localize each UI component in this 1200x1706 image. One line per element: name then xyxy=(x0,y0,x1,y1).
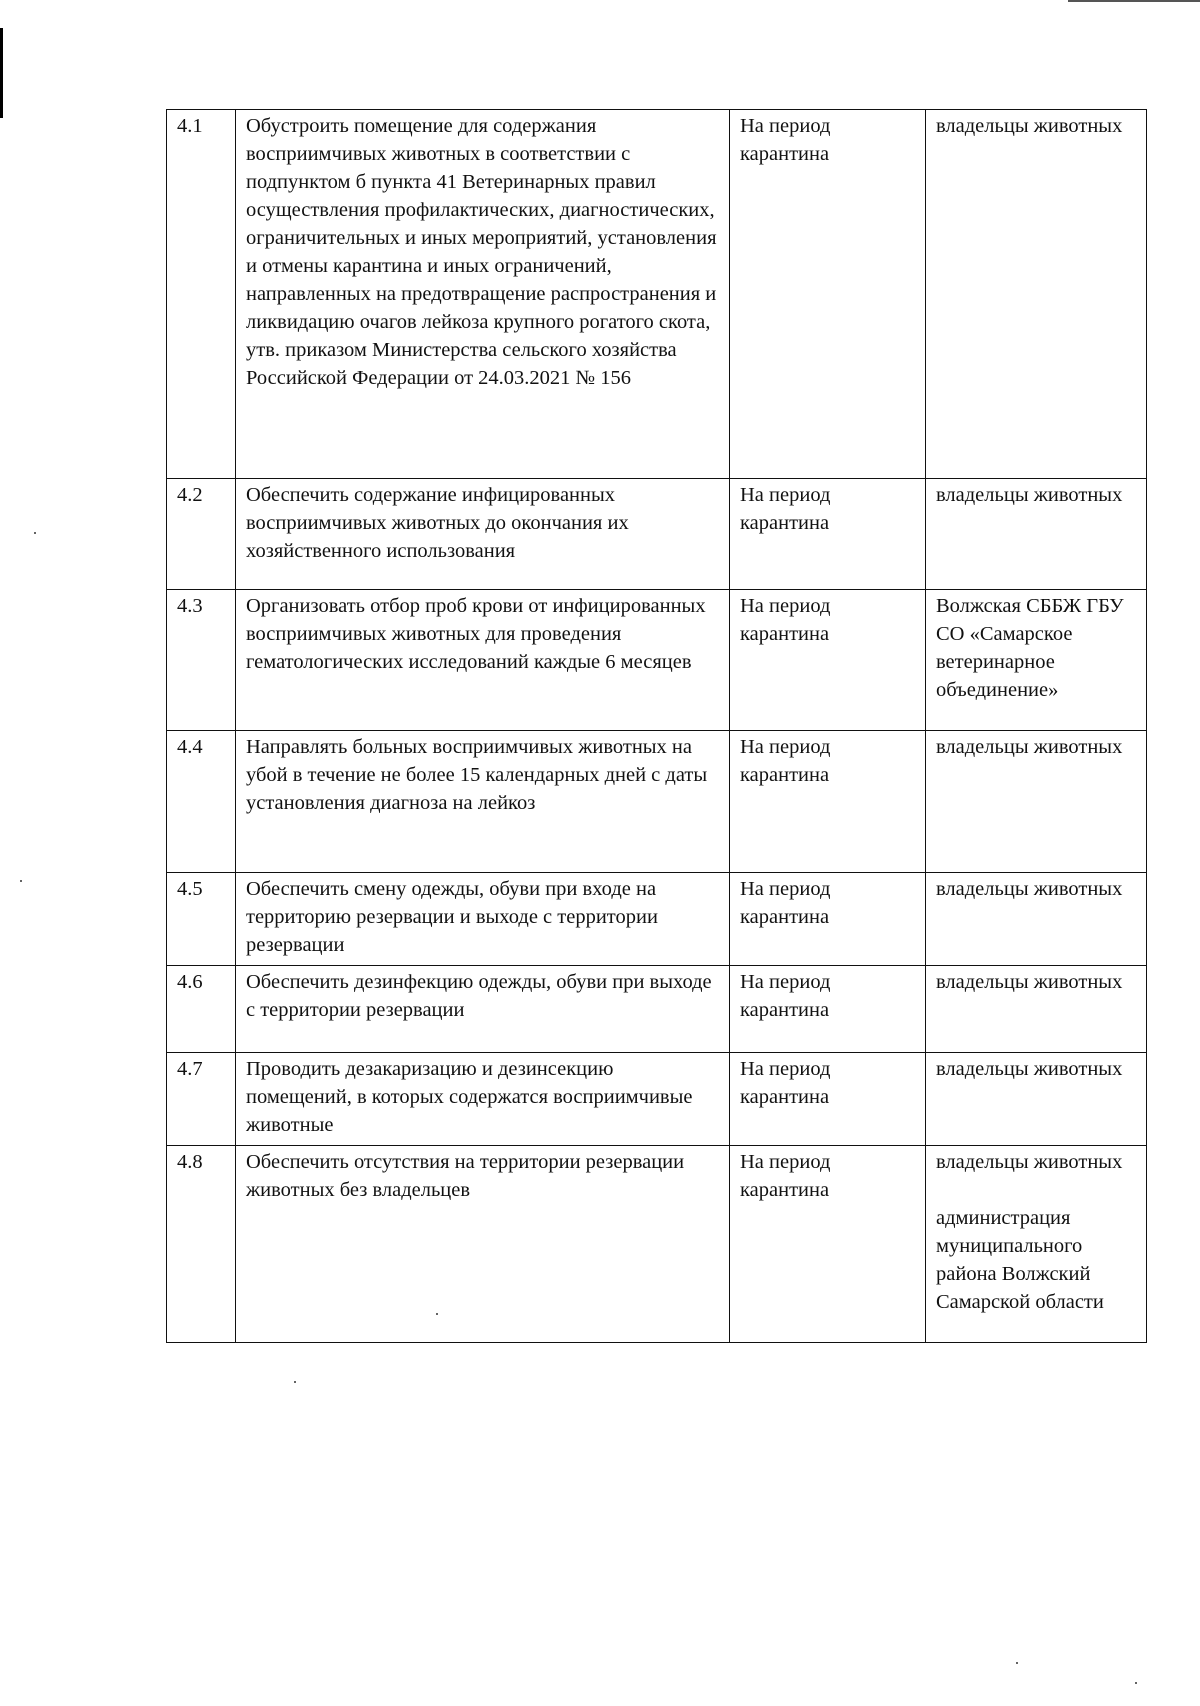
responsible-party: владельцы животных xyxy=(936,484,1123,506)
responsible-text xyxy=(926,873,1147,966)
spacer xyxy=(936,1176,1136,1204)
responsible-party: владельцы животных xyxy=(936,1151,1123,1173)
term-text: На период карантина xyxy=(730,731,926,873)
responsible-party: владельцы животных xyxy=(936,115,1123,137)
responsible-party: владельцы животных xyxy=(936,736,1123,758)
scan-speck xyxy=(20,880,22,882)
scan-speck xyxy=(1135,1682,1137,1684)
row-number: 4.4 xyxy=(167,731,236,873)
measure-text: Направлять больных восприимчивых животных на убой в течение не более 15 календарных дней с даты установления диагноза на лейкоз xyxy=(236,731,730,873)
responsible-party: Волжская СББЖ ГБУ СО «Самарское ветеринарное объединение» xyxy=(936,595,1124,701)
measure-text: Обеспечить содержание инфицированных восприимчивых животных до окончания их хозяйственного использования xyxy=(236,479,730,590)
measure-text: Организовать отбор проб крови от инфицированных восприимчивых животных для проведения гематологических исследований каждые 6 месяцев xyxy=(236,590,730,731)
scan-speck xyxy=(1016,1662,1018,1664)
row-number: 4.8 xyxy=(167,1146,236,1343)
row-number: 4.2 xyxy=(167,479,236,590)
measure-text: Обеспечить смену одежды, обуви при входе на территорию резервации и выходе с территории резервации xyxy=(236,873,730,966)
measure-text: Обустроить помещение для содержания восприимчивых животных в соответствии с подпунктом б пункта 41 Ветеринарных правил осуществления профилактических, диагностических, ограничительных и иных мероприятий, установления и отмены карантина и иных ограничений, направленных на предотвращение распространения и ликвидацию очагов лейкоза крупного рогатого скота, утв. приказом Министерства сельского хозяйства Российской Федерации от 24.03.2021 № 156 xyxy=(236,110,730,479)
term-text: На период карантина xyxy=(730,873,926,966)
table-row xyxy=(167,479,1147,590)
table-row xyxy=(167,590,1147,731)
responsible-party: владельцы животных xyxy=(936,1058,1123,1080)
scan-artifact-line xyxy=(1068,0,1200,2)
responsible-party: владельцы животных xyxy=(936,971,1123,993)
row-number: 4.6 xyxy=(167,966,236,1053)
measures-table xyxy=(166,109,1147,1343)
term-text: На период карантина xyxy=(730,479,926,590)
scan-artifact-bar xyxy=(0,28,3,118)
table-row xyxy=(167,110,1147,479)
term-text: На период карантина xyxy=(730,590,926,731)
scan-speck xyxy=(294,1381,296,1383)
term-text: На период карантина xyxy=(730,1053,926,1146)
responsible-text xyxy=(926,731,1147,873)
responsible-text xyxy=(926,590,1147,731)
table-row xyxy=(167,966,1147,1053)
table-row xyxy=(167,731,1147,873)
measure-text: Обеспечить дезинфекцию одежды, обуви при выходе с территории резервации xyxy=(236,966,730,1053)
responsible-text xyxy=(926,1053,1147,1146)
measure-text: Обеспечить отсутствия на территории резервации животных без владельцев xyxy=(236,1146,730,1343)
term-text: На период карантина xyxy=(730,110,926,479)
responsible-text xyxy=(926,966,1147,1053)
term-text: На период карантина xyxy=(730,1146,926,1343)
table-row xyxy=(167,1053,1147,1146)
responsible-text xyxy=(926,110,1147,479)
responsible-party: администрация муниципального района Волжский Самарской области xyxy=(936,1207,1104,1313)
responsible-text xyxy=(926,479,1147,590)
table-row xyxy=(167,1146,1147,1343)
responsible-party: владельцы животных xyxy=(936,878,1123,900)
measure-text: Проводить дезакаризацию и дезинсекцию помещений, в которых содержатся восприимчивые животные xyxy=(236,1053,730,1146)
row-number: 4.7 xyxy=(167,1053,236,1146)
term-text: На период карантина xyxy=(730,966,926,1053)
table-row xyxy=(167,873,1147,966)
row-number: 4.5 xyxy=(167,873,236,966)
row-number: 4.1 xyxy=(167,110,236,479)
row-number: 4.3 xyxy=(167,590,236,731)
scan-speck xyxy=(34,532,36,534)
responsible-text xyxy=(926,1146,1147,1343)
